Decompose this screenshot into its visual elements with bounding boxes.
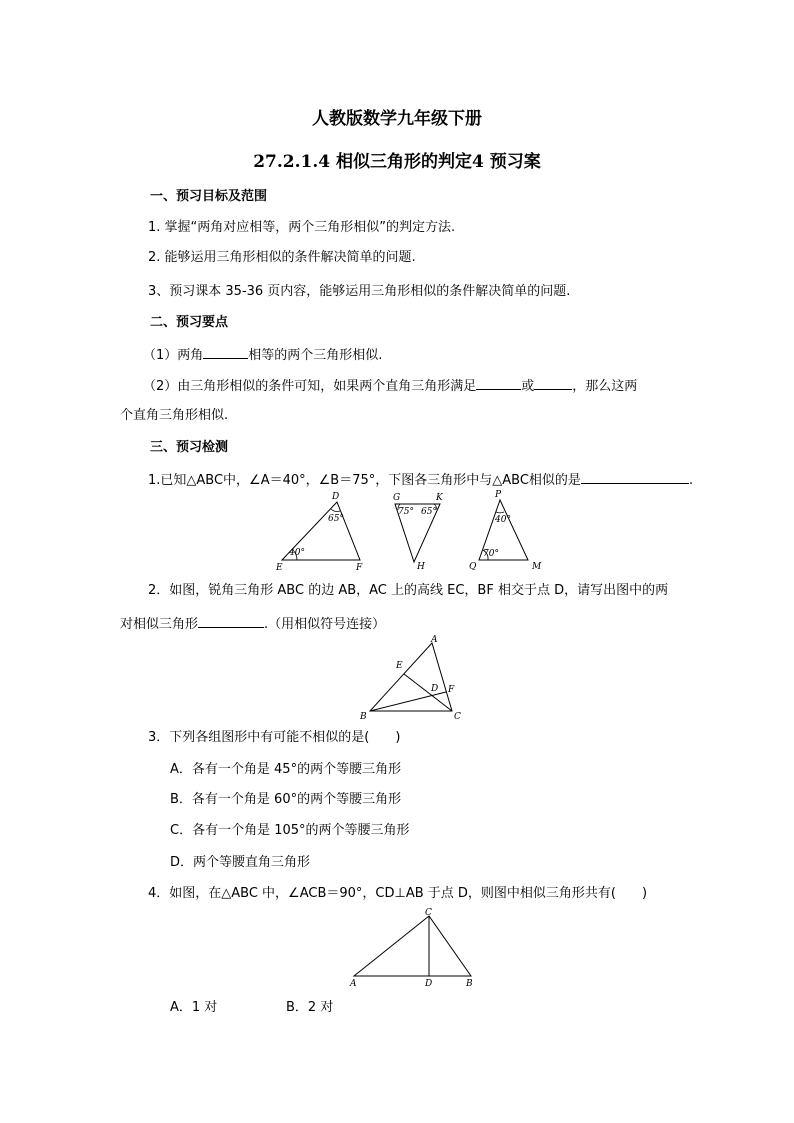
answer-blank[interactable] bbox=[581, 470, 689, 484]
objective-2: 2. 能够运用三角形相似的条件解决简单的问题. bbox=[148, 250, 416, 265]
altitude-bf bbox=[370, 692, 446, 711]
question-4: 4．如图，在△ABC 中，∠ACB＝90°，CD⊥AB 于点 D，则图中相似三角形共有( ) bbox=[148, 886, 648, 901]
angle-label-40: 40° bbox=[289, 548, 305, 558]
label-m: M bbox=[532, 562, 542, 570]
question-3-option-c: C．各有一个角是 105°的两个等腰三角形 bbox=[170, 823, 410, 838]
label-g: G bbox=[393, 493, 401, 503]
question-1-text: 1.已知△ABC中，∠A＝40°，∠B＝75°，下图各三角形中与△ABC相似的是 bbox=[148, 473, 581, 488]
label-a: A bbox=[350, 979, 357, 989]
angle-label-40-p: 40° bbox=[495, 515, 511, 525]
question-4-option-b: B．2 对 bbox=[286, 1000, 334, 1015]
label-c: C bbox=[454, 712, 461, 722]
figure-triangles-q1 bbox=[270, 488, 560, 570]
key-point-2-or: 或 bbox=[521, 379, 535, 394]
question-2-prefix: 对相似三角形 bbox=[120, 617, 199, 632]
question-2-suffix: .（用相似符号连接） bbox=[264, 617, 386, 632]
answer-blank[interactable] bbox=[476, 376, 521, 390]
label-d: D bbox=[425, 979, 433, 989]
key-point-1 bbox=[143, 345, 382, 364]
label-k: K bbox=[436, 493, 443, 503]
label-e: E bbox=[276, 563, 283, 570]
key-point-2-prefix: （2）由三角形相似的条件可知，如果两个直角三角形满足 bbox=[143, 379, 477, 394]
label-a: A bbox=[431, 635, 438, 645]
key-point-1-suffix: 相等的两个三角形相似. bbox=[248, 348, 383, 363]
question-3-option-d: D．两个等腰直角三角形 bbox=[170, 855, 311, 870]
label-q: Q bbox=[469, 562, 477, 570]
document-title: 人教版数学九年级下册 bbox=[312, 109, 482, 129]
question-3-option-a: A．各有一个角是 45°的两个等腰三角形 bbox=[170, 762, 402, 777]
angle-label-70: 70° bbox=[483, 549, 499, 559]
objective-1: 1. 掌握“两角对应相等，两个三角形相似”的判定方法. bbox=[148, 220, 456, 235]
label-d: D bbox=[431, 684, 439, 694]
section1-heading: 一、预习目标及范围 bbox=[150, 189, 268, 204]
angle-label-75: 75° bbox=[398, 507, 414, 517]
objective-3: 3、预习课本 35-36 页内容，能够运用三角形相似的条件解决简单的问题. bbox=[148, 284, 571, 299]
question-1 bbox=[148, 470, 693, 489]
angle-label-65: 65° bbox=[328, 514, 344, 524]
label-p: P bbox=[495, 490, 502, 500]
section3-heading: 三、预习检测 bbox=[150, 440, 229, 455]
label-c: C bbox=[425, 908, 432, 918]
key-point-2-continued: 个直角三角形相似. bbox=[120, 408, 229, 423]
figure-acute-triangle-q2 bbox=[355, 633, 470, 723]
question-3: 3．下列各组图形中有可能不相似的是( ) bbox=[148, 730, 401, 745]
label-d: D bbox=[332, 492, 340, 502]
document-subtitle: 27.2.1.4 相似三角形的判定4 预习案 bbox=[253, 152, 541, 172]
figure-right-triangle-q4 bbox=[345, 906, 480, 990]
section2-heading: 二、预习要点 bbox=[150, 315, 229, 330]
triangle-abc-right bbox=[354, 916, 471, 976]
key-point-1-prefix: （1）两角 bbox=[143, 348, 204, 363]
question-2-line2 bbox=[120, 614, 385, 633]
label-b: B bbox=[466, 979, 473, 989]
question-3-option-b: B．各有一个角是 60°的两个等腰三角形 bbox=[170, 792, 402, 807]
question-4-option-a: A．1 对 bbox=[170, 1000, 218, 1015]
label-f: F bbox=[448, 685, 455, 695]
answer-blank[interactable] bbox=[534, 376, 572, 390]
answer-blank[interactable] bbox=[203, 345, 248, 359]
question-1-end: . bbox=[688, 473, 694, 488]
label-f: F bbox=[356, 563, 363, 570]
label-h: H bbox=[417, 562, 425, 570]
question-2-line1: 2．如图，锐角三角形 ABC 的边 AB，AC 上的高线 EC，BF 相交于点 D，请写出图中的两 bbox=[148, 583, 669, 598]
label-b: B bbox=[360, 712, 367, 722]
label-e: E bbox=[396, 661, 403, 671]
answer-blank[interactable] bbox=[198, 614, 264, 628]
angle-label-65-k: 65° bbox=[421, 507, 437, 517]
key-point-2 bbox=[143, 376, 637, 395]
key-point-2-suffix: ，那么这两 bbox=[572, 379, 638, 394]
